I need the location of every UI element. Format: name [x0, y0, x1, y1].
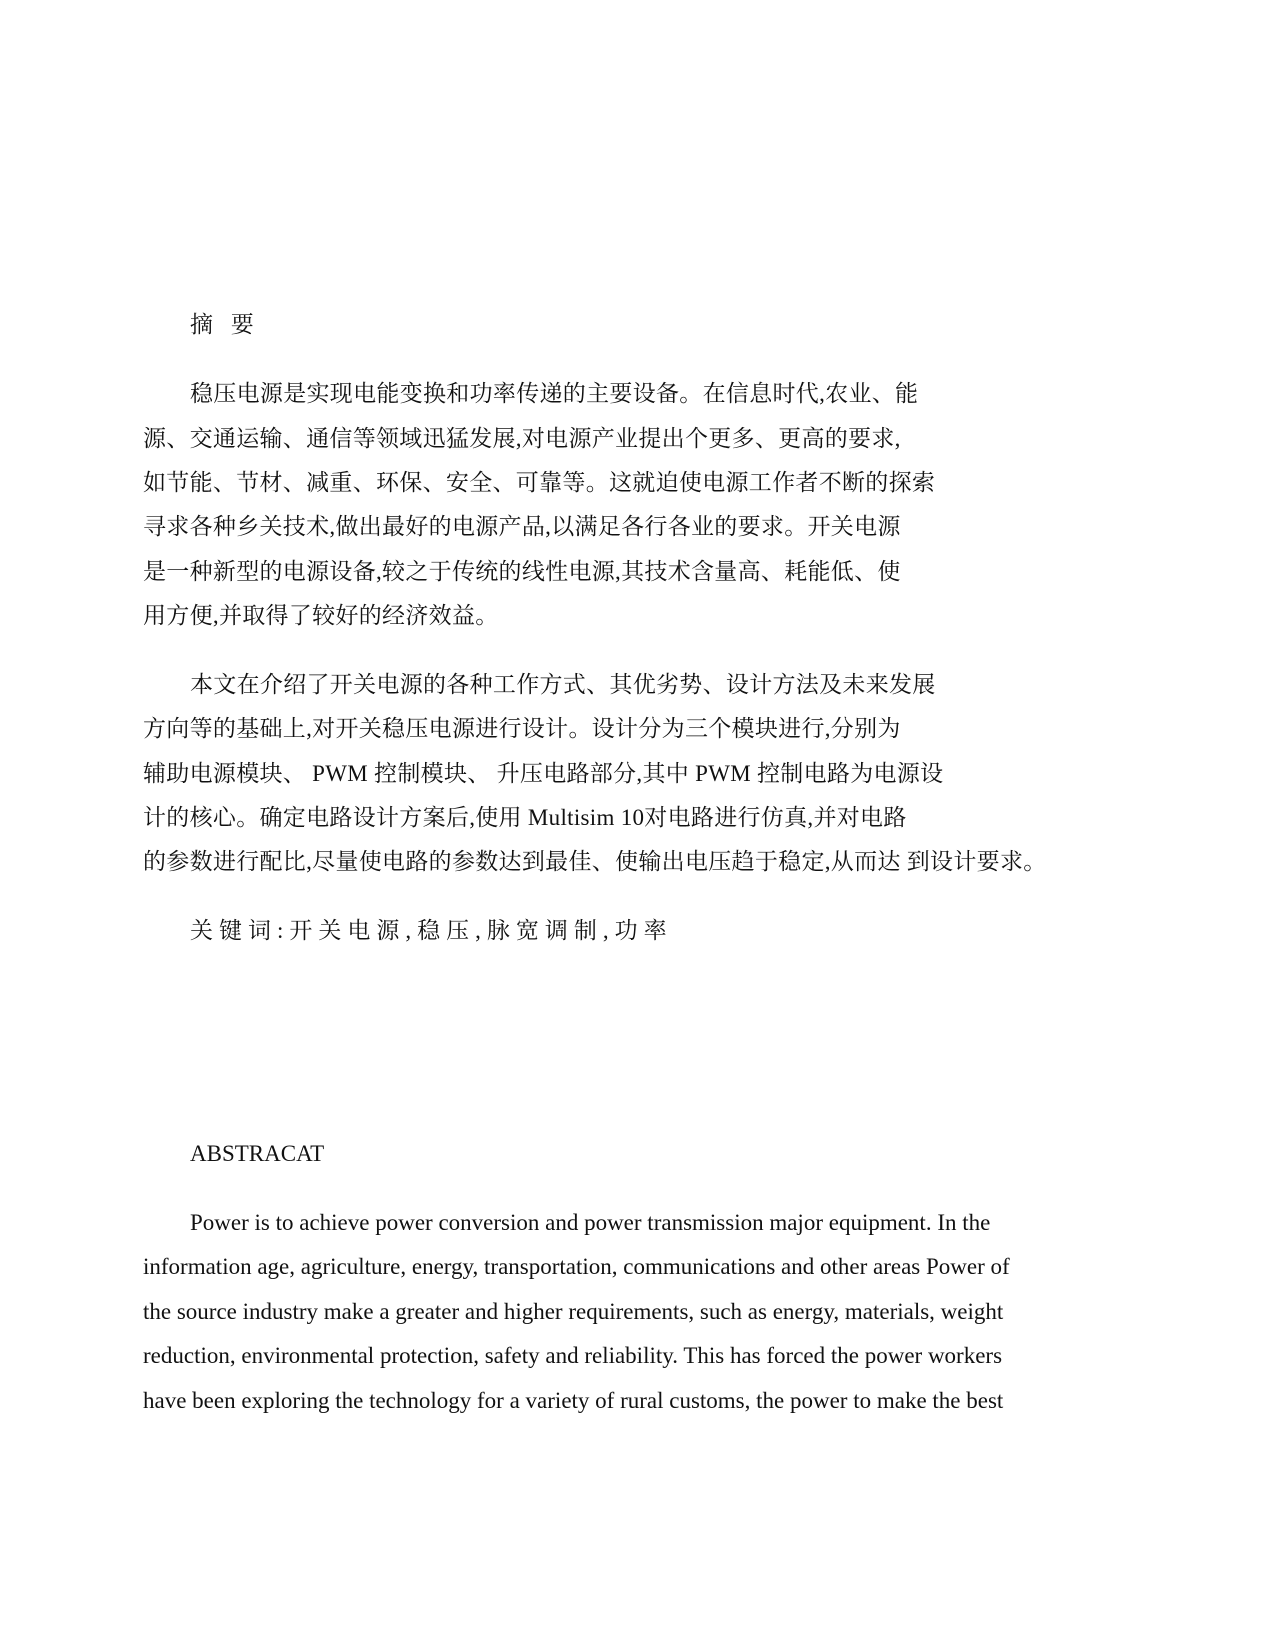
abstract-en-line4: reduction, environmental protection, safety and reliability. This has forced the power workers — [143, 1343, 1003, 1368]
abstract-cn-p1-line1: 稳压电源是实现电能变换和功率传递的主要设备。在信息时代,农业、能 — [190, 381, 919, 406]
abstract-cn-p2-line2: 方向等的基础上,对开关稳压电源进行设计。设计分为三个模块进行,分别为 — [143, 716, 901, 741]
abstract-en-line5: have been exploring the technology for a variety of rural customs, the power to make the best — [143, 1388, 1004, 1413]
abstract-en-heading: ABSTRACAT — [190, 1141, 325, 1166]
abstract-cn-p2-line5: 的参数进行配比,尽量使电路的参数达到最佳、使输出电压趋于稳定,从而达 到设计要求。 — [143, 849, 1047, 874]
abstract-cn-p1-line5: 是一种新型的电源设备,较之于传统的线性电源,其技术含量高、耗能低、使 — [143, 559, 901, 584]
abstract-cn-p1-line2: 源、交通运输、通信等领域迅猛发展,对电源产业提出个更多、更高的要求, — [143, 426, 901, 451]
abstract-cn-p1-line3: 如节能、节材、减重、环保、安全、可靠等。这就迫使电源工作者不断的探索 — [143, 470, 936, 495]
abstract-en-line3: the source industry make a greater and higher requirements, such as energy, materials, weight — [143, 1299, 1004, 1324]
abstract-cn-p2-line3: 辅助电源模块、 PWM 控制模块、 升压电路部分,其中 PWM 控制电路为电源设 — [143, 761, 944, 786]
abstract-cn-p2-line1: 本文在介绍了开关电源的各种工作方式、其优劣势、设计方法及未来发展 — [190, 672, 936, 697]
abstract-en-line2: information age, agriculture, energy, transportation, communications and other areas Power of — [143, 1254, 1010, 1279]
abstract-cn-p1-line4: 寻求各种乡关技术,做出最好的电源产品,以满足各行各业的要求。开关电源 — [143, 514, 901, 539]
abstract-cn-p1-line6: 用方便,并取得了较好的经济效益。 — [143, 603, 499, 628]
abstract-cn-keywords: 关键词:开关电源,稳压,脉宽调制,功率 — [190, 918, 673, 943]
abstract-cn-p2-line4: 计的核心。确定电路设计方案后,使用 Multisim 10对电路进行仿真,并对电路 — [143, 805, 907, 830]
abstract-en-line1: Power is to achieve power conversion and power transmission major equipment. In the — [190, 1210, 991, 1235]
abstract-cn-heading: 摘 要 — [190, 312, 260, 337]
